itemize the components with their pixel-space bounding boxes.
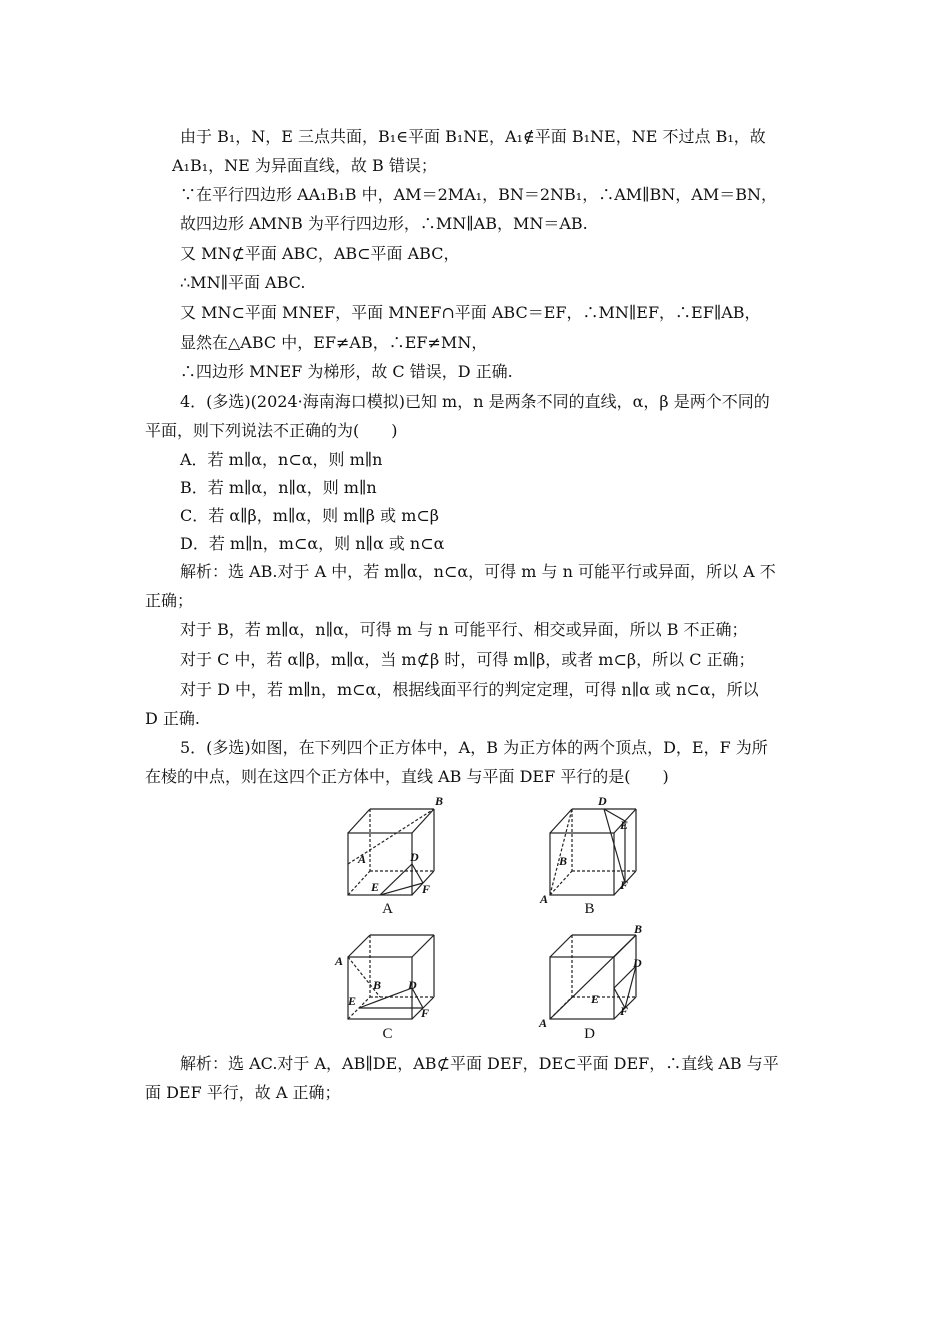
question-5-stem: 5．(多选)如图，在下列四个正方体中，A，B 为正方体的两个顶点，D，E，F 为所 [180, 738, 768, 757]
solution-4-line-5: 对于 D 中，若 m∥n，m⊂α，根据线面平行的判定定理，可得 n∥α 或 n⊂α，所以 [180, 680, 759, 699]
solution-5-line-1: 解析：选 AC.对于 A，AB∥DE，AB⊄平面 DEF，DE⊂平面 DEF，∴直线 AB 与平 [180, 1054, 779, 1073]
figure-caption-b: B [584, 901, 595, 917]
vertex-label-e: E [371, 880, 380, 894]
solution-4-line-2: 正确； [145, 591, 194, 610]
solution-5-line-2: 面 DEF 平行，故 A 正确； [145, 1083, 341, 1102]
vertex-label-e: E [620, 818, 629, 832]
cube-c-diagram [325, 925, 445, 1035]
vertex-label-b: B [634, 922, 643, 936]
figure-caption-c: C [382, 1026, 393, 1042]
vertex-label-a: A [335, 954, 344, 968]
vertex-label-f: F [422, 882, 431, 896]
text-line-8: 显然在△ABC 中，EF≠AB，∴EF≠MN， [180, 333, 488, 352]
vertex-label-b: B [435, 794, 444, 808]
text-line-4: 故四边形 AMNB 为平行四边形，∴MN∥AB，MN＝AB. [180, 214, 588, 233]
vertex-label-f: F [620, 1004, 629, 1018]
cube-figure-b [527, 795, 652, 920]
text-line-1: 由于 B₁，N，E 三点共面，B₁∈平面 B₁NE，A₁∉平面 B₁NE，NE 不过点 B₁，故 [180, 127, 766, 146]
vertex-label-a: A [539, 1016, 548, 1030]
question-5-stem-cont: 在棱的中点，则在这四个正方体中，直线 AB 与平面 DEF 平行的是( ) [145, 767, 669, 786]
solution-4-line-1: 解析：选 AB.对于 A 中，若 m∥α，n⊂α，可得 m 与 n 可能平行或异面，所以 A 不 [180, 562, 776, 581]
vertex-label-a: A [358, 852, 367, 866]
text-line-5: 又 MN⊄平面 ABC，AB⊂平面 ABC， [180, 244, 460, 263]
cube-d-diagram [527, 922, 647, 1035]
option-d: D．若 m∥n，m⊂α，则 n∥α 或 n⊂α [180, 534, 445, 553]
cube-figure-d [527, 922, 652, 1050]
vertex-label-b: B [373, 978, 382, 992]
option-a: A．若 m∥α，n⊂α，则 m∥n [180, 450, 383, 469]
vertex-label-d: D [410, 850, 419, 864]
vertex-label-a: A [540, 892, 549, 906]
question-4-stem: 4．(多选)(2024·海南海口模拟)已知 m，n 是两条不同的直线，α，β 是两个不同的 [180, 392, 770, 411]
vertex-label-d: D [598, 794, 607, 808]
solution-4-line-3: 对于 B，若 m∥α，n∥α，可得 m 与 n 可能平行、相交或异面，所以 B 不正确； [180, 620, 748, 639]
solution-4-line-4: 对于 C 中，若 α∥β，m∥α，当 m⊄β 时，可得 m∥β，或者 m⊂β，所以 C 正确； [180, 650, 755, 669]
cube-b-diagram [527, 795, 647, 905]
figure-caption-d: D [584, 1026, 595, 1042]
vertex-label-d: D [633, 956, 642, 970]
option-b: B．若 m∥α，n∥α，则 m∥n [180, 478, 377, 497]
cube-figure-a [325, 795, 450, 920]
text-line-3: ∵在平行四边形 AA₁B₁B 中，AM＝2MA₁，BN＝2NB₁，∴AM∥BN，AM＝BN， [180, 185, 777, 204]
vertex-label-f: F [620, 878, 629, 892]
text-line-9: ∴四边形 MNEF 为梯形，故 C 错误，D 正确. [180, 362, 513, 381]
vertex-label-d: D [408, 978, 417, 992]
text-line-6: ∴MN∥平面 ABC. [180, 273, 306, 292]
solution-4-line-6: D 正确. [145, 709, 201, 728]
vertex-label-f: F [421, 1006, 430, 1020]
vertex-label-b: B [559, 854, 568, 868]
cube-figure-c [325, 925, 450, 1050]
question-4-stem-cont: 平面，则下列说法不正确的为( ) [145, 421, 398, 440]
text-line-2: A₁B₁，NE 为异面直线，故 B 错误； [172, 156, 437, 175]
vertex-label-e: E [591, 992, 600, 1006]
cube-a-diagram [325, 795, 445, 905]
option-c: C．若 α∥β，m∥α，则 m∥β 或 m⊂β [180, 506, 440, 525]
figure-caption-a: A [382, 901, 393, 917]
text-line-7: 又 MN⊂平面 MNEF，平面 MNEF∩平面 ABC＝EF，∴MN∥EF，∴EF∥AB， [180, 303, 761, 322]
vertex-label-e: E [348, 994, 357, 1008]
